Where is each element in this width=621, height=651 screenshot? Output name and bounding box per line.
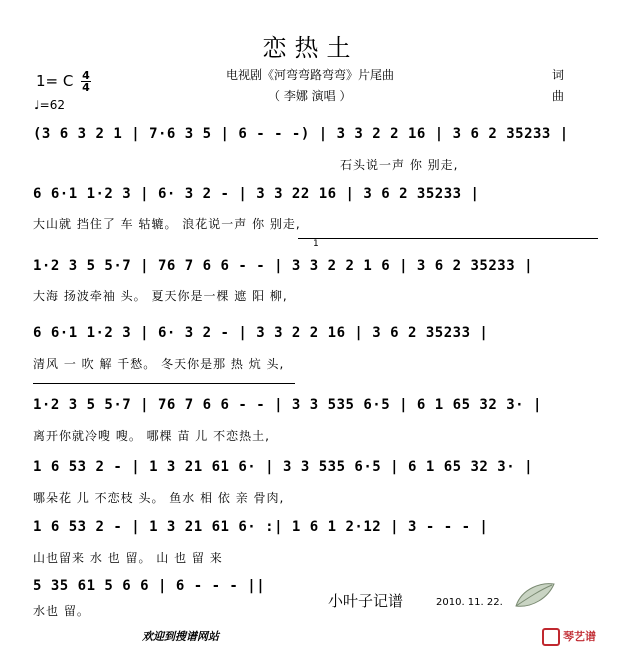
- lyrics-row-7: 山也留来 水 也 留。 山 也 留 来: [33, 551, 223, 565]
- notation-row-7: 1 6 53 2 - | 1 3 21 61 6· :| 1 6 1 2·12 | 3 - - - |: [33, 519, 489, 535]
- page-title: 恋热土: [262, 34, 359, 62]
- composer-label: 曲: [552, 89, 565, 103]
- subtitle: 电视剧《河弯弯路弯弯》片尾曲: [226, 68, 395, 82]
- footer-text: 欢迎到搜谱网站: [142, 630, 219, 643]
- site-logo: [542, 628, 596, 646]
- notation-row-5: 1·2 3 5 5·7 | 76 7 6 6 - - | 3 3 535 6·5 | 6 1 65 32 3· |: [33, 397, 542, 413]
- time-signature: [81, 70, 91, 93]
- lyrics-row-2: 大山就 挡住了 车 轱辘。 浪花说一声 你 别走,: [33, 217, 301, 231]
- time-sig-bottom: 4: [82, 81, 90, 94]
- lyrics-row-5: 离开你就冷嗖 嗖。 哪棵 苗 儿 不恋热土,: [33, 429, 270, 443]
- notation-row-4: 6 6·1 1·2 3 | 6· 3 2 - | 3 3 2 2 16 | 3 6 2 35233 |: [33, 325, 489, 341]
- transcriber-credit: 小叶子记谱: [328, 592, 404, 610]
- ending-bracket: [33, 383, 295, 384]
- tempo-marking: ♩=62: [34, 98, 65, 112]
- logo-icon: [542, 628, 560, 646]
- lyrics-row-6: 哪朵花 儿 不恋枝 头。 鱼水 相 依 亲 骨肉,: [33, 491, 285, 505]
- notation-row-1: (3 6 3 2 1 | 7·6 3 5 | 6 - - -) | 3 3 2 2 16 | 3 6 2 35233 |: [33, 126, 569, 142]
- notation-row-3: 1·2 3 5 5·7 | 76 7 6 6 - - | 3 3 2 2 1 6 | 3 6 2 35233 |: [33, 258, 534, 274]
- notation-row-8: 5 35 61 5 6 6 | 6 - - - ||: [33, 578, 266, 594]
- volta-number: 1: [313, 239, 319, 249]
- lyrics-row-8: 水也 留。: [33, 604, 90, 618]
- key-signature: 1= C: [36, 72, 74, 90]
- lyrics-row-3: 大海 扬波牵袖 头。 夏天你是一棵 遮 阳 柳,: [33, 289, 288, 303]
- lyrics-row-4: 清风 一 吹 解 千愁。 冬天你是那 热 炕 头,: [33, 357, 285, 371]
- notation-row-6: 1 6 53 2 - | 1 3 21 61 6· | 3 3 535 6·5 | 6 1 65 32 3· |: [33, 459, 534, 475]
- lyricist-label: 词: [552, 68, 565, 82]
- notation-row-2: 6 6·1 1·2 3 | 6· 3 2 - | 3 3 22 16 | 3 6 2 35233 |: [33, 186, 480, 202]
- transcription-date: 2010. 11. 22.: [436, 597, 503, 608]
- singer: （ 李娜 演唱 ）: [268, 89, 352, 103]
- lyrics-row-1: 石头说一声 你 别走,: [340, 158, 459, 172]
- time-sig-top: 4: [82, 69, 90, 82]
- volta-bracket: [298, 238, 598, 239]
- leaf-icon: [512, 580, 556, 610]
- logo-text: 琴艺谱: [563, 630, 596, 643]
